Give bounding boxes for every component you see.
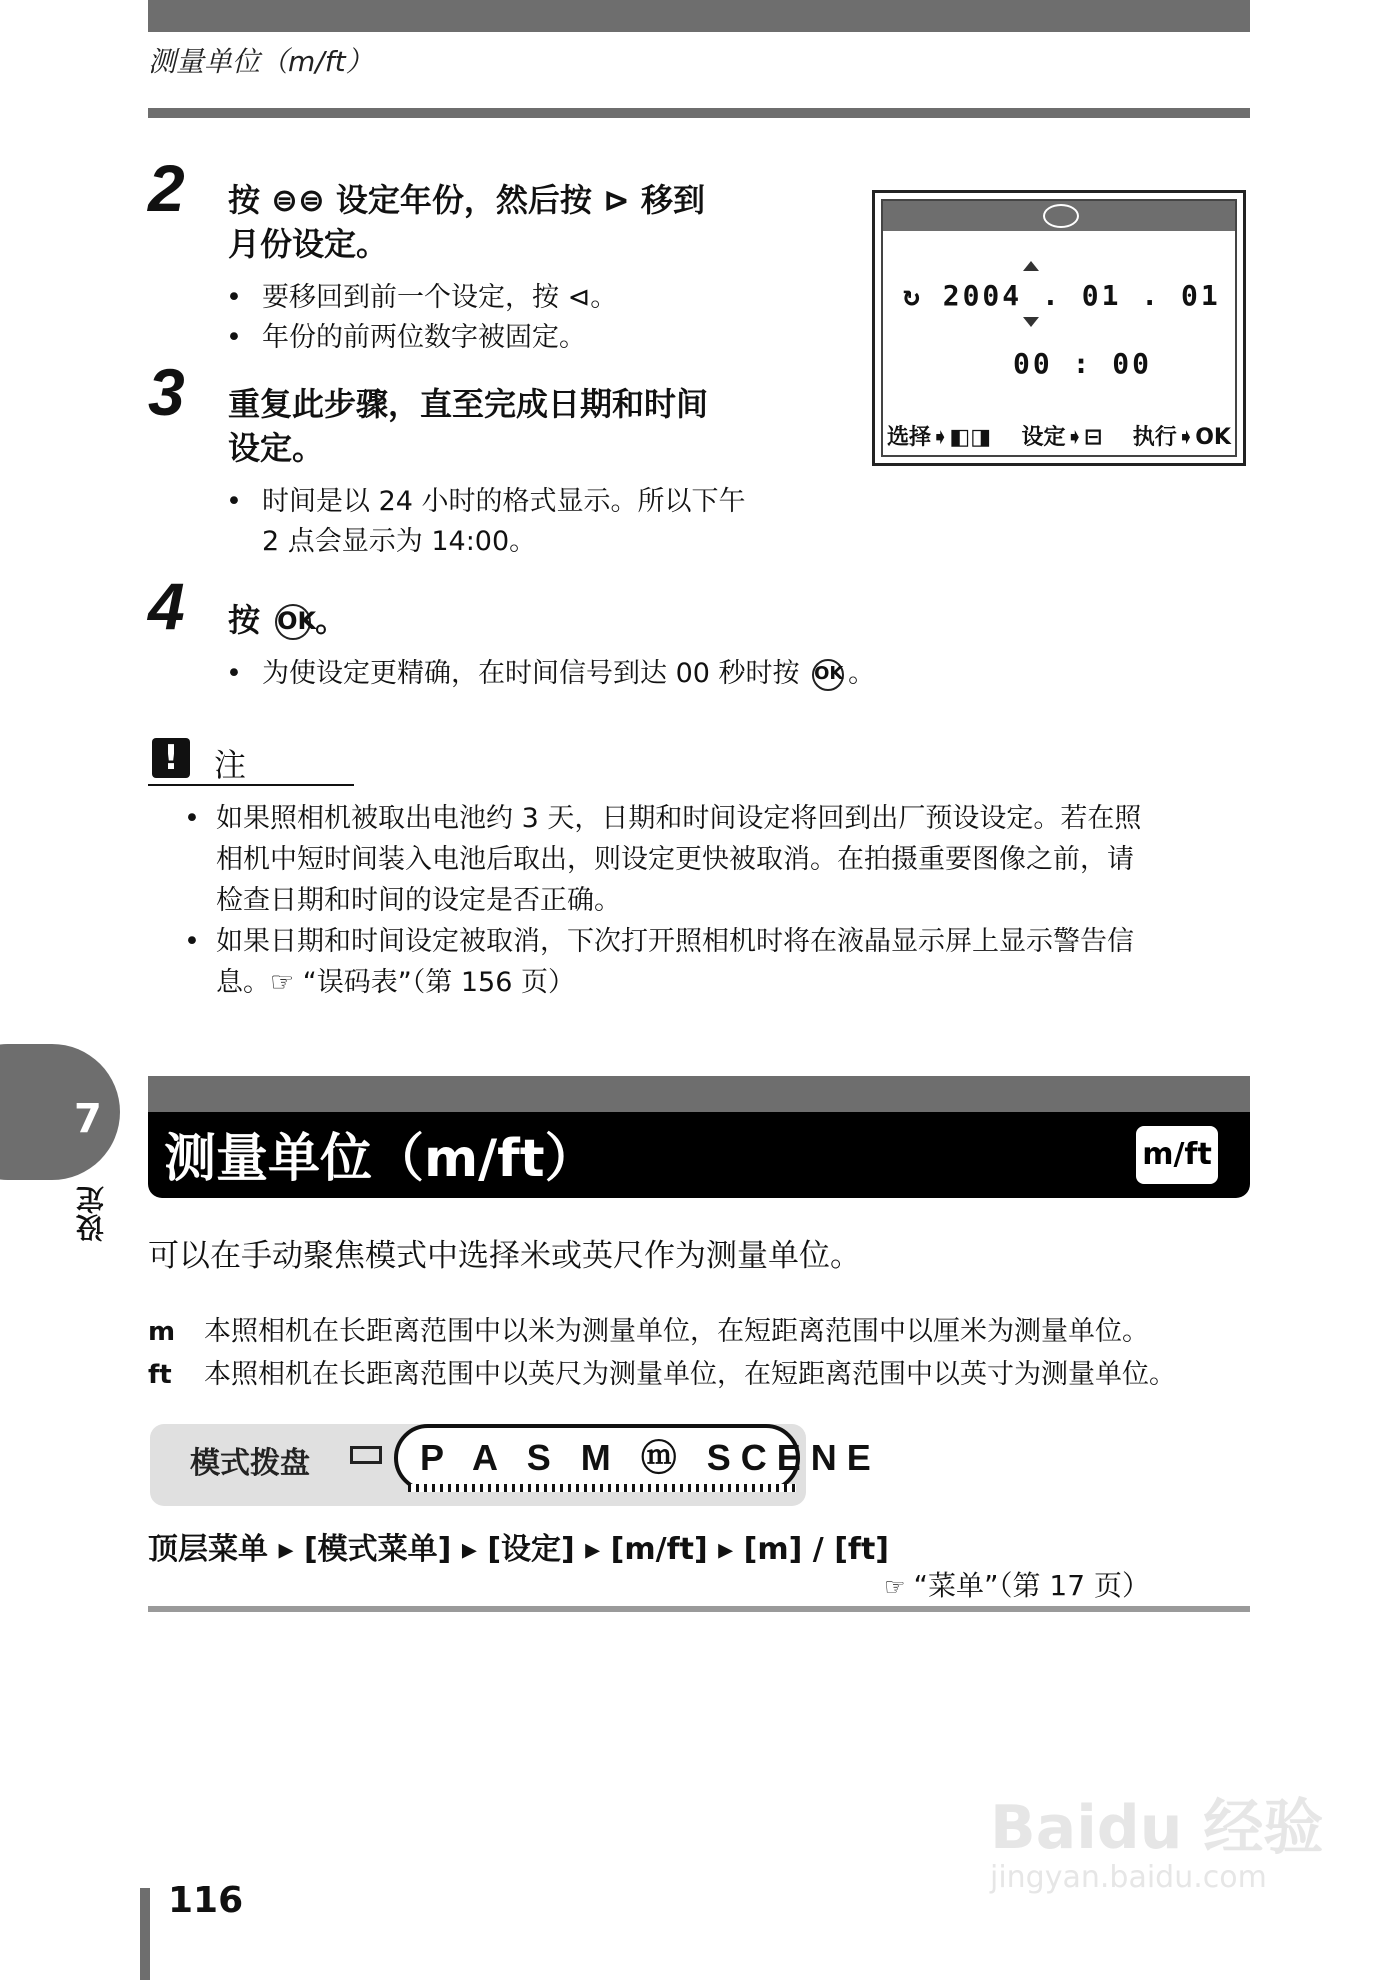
note-line: 息。☞ “误码表”（第 156 页） — [216, 967, 575, 998]
step-bullets — [226, 482, 746, 562]
definition-key: ft — [148, 1360, 172, 1390]
mode-dial-label: 模式拨盘 — [190, 1446, 310, 1481]
bullet-text: 2 点会显示为 14:00。 — [262, 526, 537, 557]
step-line: 按 — [228, 601, 272, 639]
step-number: 2 — [148, 151, 185, 225]
bullet-text: 为使设定更精确，在时间信号到达 00 秒时按 — [262, 658, 809, 689]
lcd-footer-ok: 执行➧OK — [1132, 425, 1231, 450]
lcd-header — [883, 201, 1235, 231]
note-item — [184, 798, 1141, 1003]
bullet-text: 时间是以 24 小时的格式显示。所以下午 — [262, 486, 746, 517]
note-line: • 如果照相机被取出电池约 3 天，日期和时间设定将回到出厂预设设定。若在照 — [184, 803, 1142, 834]
mode-dial-modes: P A S M ⓜ SCENE — [420, 1437, 881, 1478]
warning-icon: ! — [152, 738, 190, 778]
step-text — [228, 178, 705, 266]
note-line: 检查日期和时间的设定是否正确。 — [216, 885, 621, 916]
step-line: 月份设定。 — [228, 225, 389, 263]
lcd-footer-select: 选择➧◧◨ — [887, 425, 992, 450]
section-top-bar — [148, 1076, 1250, 1112]
menu-reference — [884, 1564, 1150, 1604]
chapter-number: 7 — [74, 1096, 102, 1142]
lcd-footer — [887, 420, 1231, 451]
definition-item — [148, 1355, 1176, 1398]
section-bottom-rule — [148, 1606, 1250, 1612]
bullet-item: • 要移回到前一个设定，按 ⊲。 — [226, 282, 618, 313]
step-line: 按 ⊜⊜ 设定年份，然后按 ⊳ 移到 — [228, 181, 706, 219]
lcd-footer-set: 设定➧⊟ — [1021, 425, 1103, 450]
lcd-time: 00 : 00 — [1013, 347, 1153, 380]
watermark-url: jingyan.baidu.com — [990, 1860, 1267, 1895]
note-title: 注 — [214, 746, 247, 784]
auto-mode-icon — [350, 1446, 382, 1464]
ok-button-icon: OK — [812, 659, 844, 691]
reference-icon: ☞ — [884, 1573, 906, 1601]
step-bullets — [226, 654, 875, 694]
step-bullets — [226, 278, 617, 358]
bullet-item: • 时间是以 24 小时的格式显示。所以下午 — [226, 486, 746, 517]
note-line: 相机中短时间装入电池后取出，则设定更快被取消。在拍摄重要图像之前，请 — [216, 844, 1134, 875]
definition-key: m — [148, 1317, 176, 1347]
step-number: 4 — [148, 569, 185, 643]
mft-badge: m/ft — [1136, 1126, 1218, 1184]
lcd-date-value: 2004 . 01 . 01 — [942, 279, 1221, 312]
note-line: • 如果日期和时间设定被取消，下次打开照相机时将在液晶显示屏上显示警告信 — [184, 926, 1134, 957]
step-number: 3 — [148, 355, 185, 429]
ok-button-icon: OK — [275, 604, 311, 640]
watermark: Baidu 经验 — [990, 1793, 1324, 1863]
definition-text: 本照相机在长距离范围中以英尺为测量单位，在短距离范围中以英寸为测量单位。 — [204, 1359, 1176, 1390]
header-rule — [148, 108, 1250, 118]
bullet-item — [226, 522, 746, 562]
dial-ticks — [408, 1484, 796, 1492]
section-title: 测量单位（m/ft） — [164, 1129, 597, 1189]
bullet-text: 。 — [848, 658, 876, 689]
definition-text: 本照相机在长距离范围中以米为测量单位，在短距离范围中以厘米为测量单位。 — [204, 1316, 1149, 1347]
chapter-tab — [0, 1044, 120, 1180]
bullet-item: • 为使设定更精确，在时间信号到达 00 秒时按 OK 。 — [226, 658, 876, 689]
definition-item — [148, 1312, 1176, 1355]
lcd-display — [881, 199, 1237, 457]
chapter-label: 设定 — [75, 1186, 108, 1242]
lcd-screen — [872, 190, 1246, 466]
section-intro: 可以在手动聚焦模式中选择米或英尺作为测量单位。 — [148, 1238, 861, 1274]
page-number-bar — [140, 1888, 150, 1980]
note-rule — [148, 784, 354, 786]
bullet-text: 年份的前两位数字被固定。 — [262, 322, 586, 353]
menu-reference-text: “菜单”（第 17 页） — [913, 1569, 1150, 1602]
menu-path: 顶层菜单 ▸ [模式菜单] ▸ [设定] ▸ [m/ft] ▸ [m] / [ft] — [148, 1532, 890, 1567]
bullet-text: 要移回到前一个设定，按 ⊲。 — [262, 282, 618, 313]
step-text — [228, 382, 708, 470]
top-header-bar — [148, 0, 1250, 32]
step-line-end: 。 — [315, 601, 348, 639]
arrow-up-icon — [1023, 261, 1039, 271]
step-line: 重复此步骤，直至完成日期和时间 — [228, 385, 709, 423]
step-line: 设定。 — [228, 429, 325, 467]
definition-list — [148, 1312, 1176, 1398]
page-number: 116 — [168, 1880, 244, 1921]
note-text: 如果日期和时间设定被取消，下次打开照相机时将在液晶显示屏上显示警告信 — [216, 926, 1134, 957]
lcd-date — [903, 279, 1221, 312]
step-text — [228, 598, 347, 642]
clock-icon — [1043, 204, 1079, 228]
arrow-down-icon — [1023, 317, 1039, 327]
bullet-item: • 年份的前两位数字被固定。 — [226, 322, 586, 353]
date-order-icon: ↻ — [903, 279, 943, 312]
running-title: 测量单位（m/ft） — [148, 45, 374, 78]
note-text: 如果照相机被取出电池约 3 天，日期和时间设定将回到出厂预设设定。若在照 — [216, 803, 1142, 834]
